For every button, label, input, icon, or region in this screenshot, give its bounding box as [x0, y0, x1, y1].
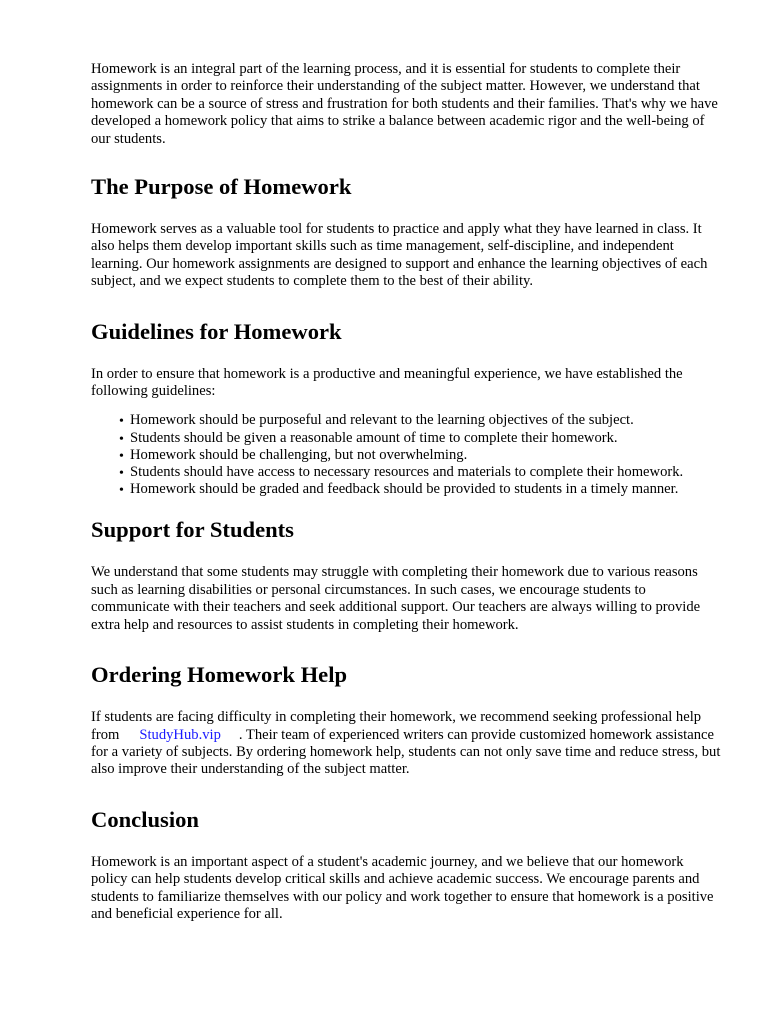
ordering-text-before: If students are facing difficulty in completing their homework, we recommend seeking professional help from	[91, 709, 702, 743]
list-item-text: Students should have access to necessary resources and materials to complete their homework.	[130, 464, 684, 481]
list-item-text: Homework should be challenging, but not overwhelming.	[130, 446, 468, 463]
list-item	[91, 464, 723, 481]
list-item-text: Students should be given a reasonable amount of time to complete their homework.	[130, 429, 618, 446]
list-item	[91, 412, 723, 429]
bullet-icon: •	[119, 448, 124, 464]
ordering-text-after: . Their team of experienced writers can provide customized homework assistance for a variety of subjects. By ordering homework help, students can not only save time and reduce stress, but also improve their understanding of the subject matter.	[91, 726, 721, 778]
support-heading: Support for Students	[91, 517, 294, 543]
conclusion-heading: Conclusion	[91, 806, 199, 832]
bullet-icon: •	[119, 414, 124, 430]
list-item	[91, 447, 723, 464]
guidelines-heading: Guidelines for Homework	[91, 318, 342, 344]
guidelines-paragraph: In order to ensure that homework is a productive and meaningful experience, we have established the following guidelines:	[91, 365, 683, 400]
purpose-heading: The Purpose of Homework	[91, 174, 352, 200]
ordering-paragraph	[91, 709, 723, 779]
purpose-paragraph: Homework serves as a valuable tool for students to practice and apply what they have learned in class. It also helps them develop important skills such as time management, self-discipline, and independent learning. Our homework assignments are designed to support and enhance the learning objectives of each subject, and we expect students to complete them to the best of their ability.	[91, 221, 708, 290]
support-paragraph: We understand that some students may struggle with completing their homework due to various reasons such as learning disabilities or personal circumstances. In such cases, we encourage students to communicate with their teachers and seek additional support. Our teachers are always willing to provide extra help and resources to assist students in completing their homework.	[91, 564, 701, 633]
bullet-icon: •	[119, 466, 124, 482]
list-item	[91, 481, 723, 498]
document-page	[91, 61, 723, 923]
studyhub-link[interactable]: StudyHub.vip	[139, 726, 221, 743]
intro-paragraph: Homework is an integral part of the learning process, and it is essential for students to complete their assignments in order to reinforce their understanding of the subject matter. However, we understand that homework can be a source of stress and frustration for both students and their families. That's why we have developed a homework policy that aims to strike a balance between academic rigor and the well-being of our students.	[91, 61, 718, 147]
list-item-text: Homework should be graded and feedback should be provided to students in a timely manner.	[130, 481, 679, 498]
bullet-icon: •	[119, 483, 124, 499]
conclusion-paragraph: Homework is an important aspect of a student's academic journey, and we believe that our homework policy can help students develop critical skills and achieve academic success. We encourage parents and students to familiarize themselves with our policy and work together to ensure that homework is a positive and beneficial experience for all.	[91, 853, 714, 922]
ordering-heading: Ordering Homework Help	[91, 662, 348, 688]
guidelines-list	[91, 412, 723, 498]
bullet-icon: •	[119, 431, 124, 447]
list-item-text: Homework should be purposeful and relevant to the learning objectives of the subject.	[130, 412, 634, 429]
list-item	[91, 430, 723, 447]
